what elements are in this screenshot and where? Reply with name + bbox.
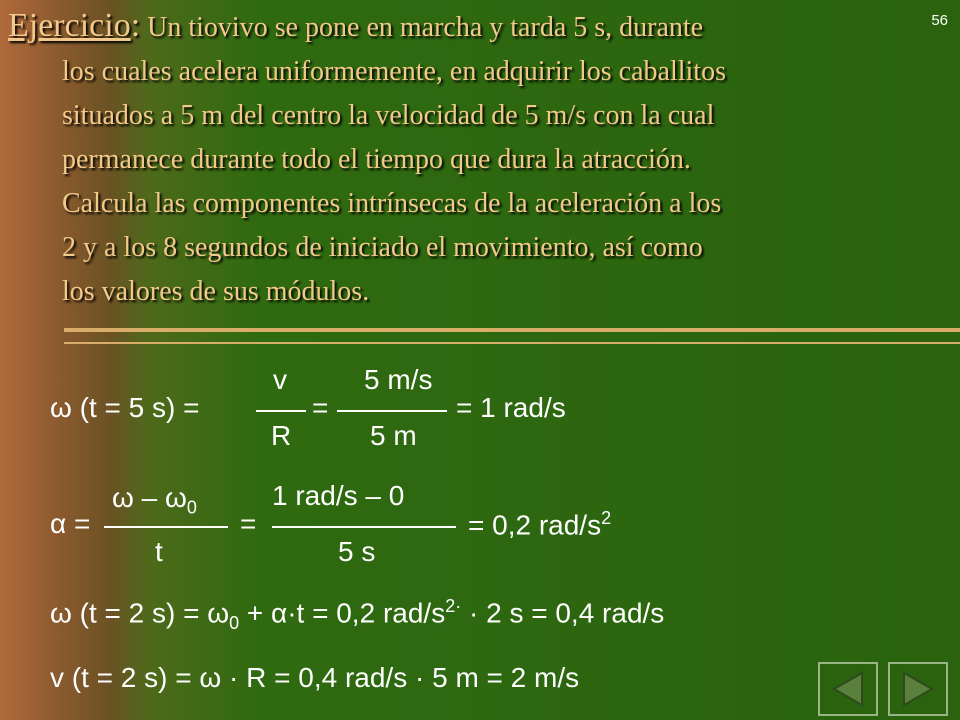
next-slide-button[interactable] [888,662,948,716]
eq2-frac1-bar [104,526,228,528]
eq1-num2: 5 m/s [364,364,433,395]
exercise-heading-colon: : [130,7,141,44]
slide-number: 56 [931,12,948,29]
exercise-line-1 [8,4,943,50]
equation-velocity-t2: v (t = 2 s) = ω · R = 0,4 rad/s · 5 m = 2 m/s [50,662,580,693]
eq1-rhs: = 1 rad/s [456,392,566,423]
eq2-rhs: = 0,2 rad/$s^2$ [468,508,612,541]
eq1-frac1-bar [256,410,306,412]
eq2-den1: t [155,536,163,567]
exercise-line-3: situados a 5 m del centro la velocidad de 5 m/s con la cual [62,100,715,131]
eq1-num1: v [273,364,287,395]
exercise-heading: Ejercicio [8,7,131,44]
eq1-eq: = [312,392,329,423]
eq1-den1: R [271,420,292,451]
eq2-num1: ω – $\omega_0$ [112,482,197,518]
eq1-den2: 5 m [370,420,417,451]
previous-slide-button[interactable] [818,662,878,716]
exercise-statement [8,4,943,314]
exercise-line-7: los valores de sus módulos. [62,276,370,307]
eq2-num2: 1 rad/s – 0 [272,480,405,511]
eq1-frac2-bar [337,410,447,412]
equation-omega-t2: ω (t = 2 $s) = \omega_0 + \alpha\cdot t = 0,2$ rad/$s^{2\cdot} \cdot 2$ s = 0,4 rad/s [50,596,665,633]
triangle-right-icon [898,669,938,709]
triangle-left-icon [828,669,868,709]
divider-thick [64,328,960,332]
exercise-line-5: Calcula las componentes intrínsecas de la aceleración a los [62,188,722,219]
eq2-den2: 5 s [338,536,376,567]
exercise-line-4: permanece durante todo el tiempo que dura la atracción. [62,144,691,175]
exercise-text: Un tiovivo se pone en marcha y tarda 5 s, durante [140,12,704,43]
eq2-frac2-bar [272,526,456,528]
eq2-lhs: α = [50,508,91,539]
exercise-line-2: los cuales acelera uniformemente, en adquirir los caballitos [62,56,726,87]
divider-thin [64,342,960,344]
exercise-line-6: 2 y a los 8 segundos de iniciado el movimiento, así como [62,232,703,263]
eq1-lhs: ω (t = 5 s) = [50,392,200,423]
eq2-eq: = [240,508,257,539]
